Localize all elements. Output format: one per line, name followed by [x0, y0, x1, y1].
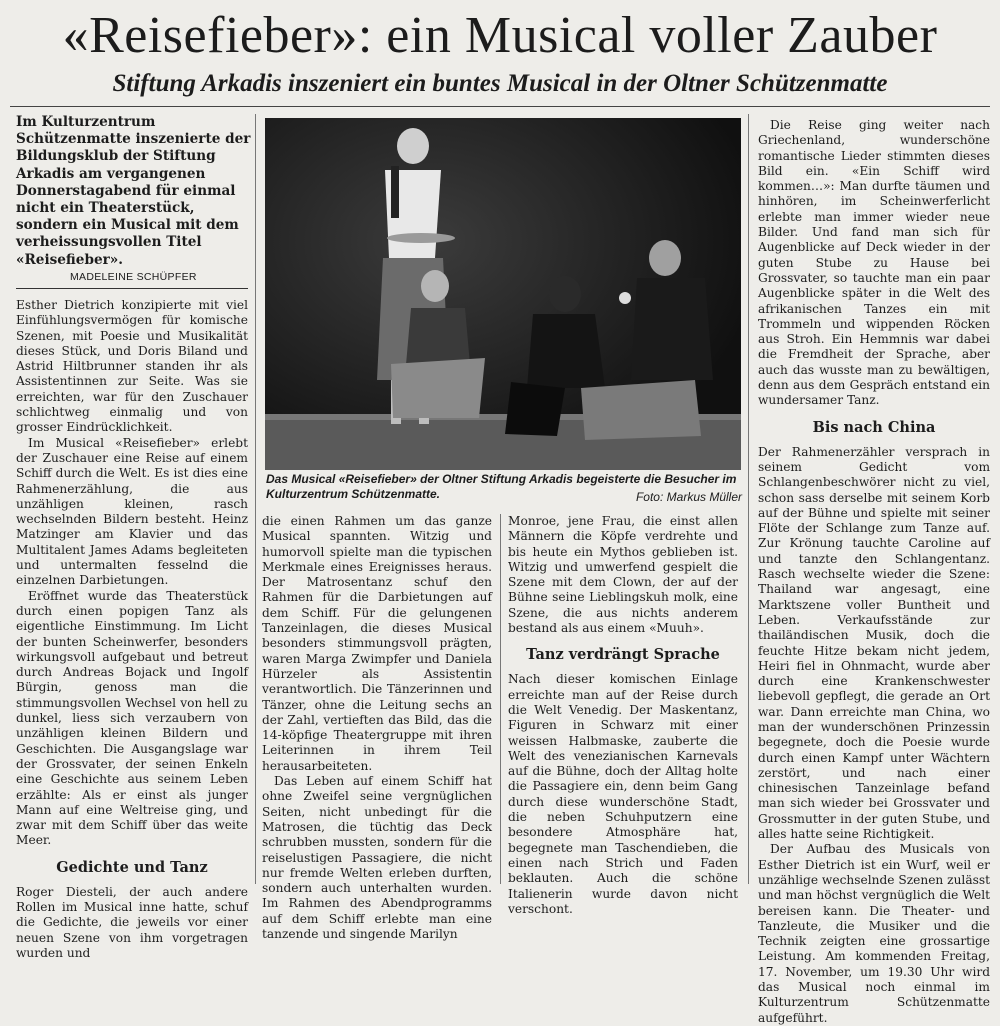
- byline-rule: [16, 288, 248, 289]
- photo-caption: Das Musical «Reisefieber» der Oltner Stiftung Arkadis begeisterte die Besucher im Kulturzentrum Schützenmatte.: [266, 472, 737, 501]
- column-1: [16, 298, 248, 961]
- column-4-paragraph: Der Aufbau des Musicals von Esther Dietrich ist ein Wurf, weil er unzählige wechselnde Szenen zulässt und man höchst vergnüglich die Welt bereisen kann. Die Theater- und Tanzleute, die Musiker und die Technik zeigten eine grossartige Leistung. Am kommenden Freitag, 17. November, um 19.30 Uhr wird das Musical noch einmal im Kulturzentrum Schützenmatte aufgeführt.: [758, 842, 990, 1025]
- subheadline: Stiftung Arkadis inszeniert ein buntes Musical in der Oltner Schützenmatte: [112, 70, 888, 97]
- lead-paragraph: Im Kulturzentrum Schützenmatte inszenierte der Bildungsklub der Stiftung Arkadis am vergangenen Donnerstagabend für einmal nicht ein Theaterstück, sondern ein Musical mit dem verheissungsvollen Titel «Reisefieber».: [16, 114, 251, 268]
- column-4: [758, 118, 990, 1026]
- column-divider: [748, 114, 749, 884]
- column-3: [508, 514, 738, 917]
- column-2-paragraph: Das Leben auf einem Schiff hat ohne Zweifel seine vergnüglichen Seiten, nicht unbedingt für die Matrosen, die tüchtig das Deck schrubben mussten, sondern für die reiselustigen Passagiere, die nicht nur fremde Welten erleben durften, sondern auch unterhalten wurden. Im Rahmen des Abendprogramms auf dem Schiff erlebte man eine tanzende und singende Marilyn: [262, 774, 492, 942]
- column-1-paragraph: Im Musical «Reisefieber» erlebt der Zuschauer eine Reise auf einem Schiff durch die Welt. Es ist dies eine Rahmenerzählung, die aus unzähligen kleinen, rasch wechselnden Bildern besteht. Heinz Matzinger am Klavier und das Multitalent James Adams begleiteten und untermalten fesselnd die einzelnen Darbietungen.: [16, 435, 248, 588]
- author-byline: MADELEINE SCHÜPFER: [70, 271, 197, 283]
- header-rule: [10, 106, 990, 107]
- column-2-paragraph: die einen Rahmen um das ganze Musical spannten. Witzig und humorvoll spielte man die typischen Merkmale eines Ereignisses heraus. Der Matrosentanz schuf den Rahmen für die Darbietungen auf dem Schiff. Für die gelungenen Tanzeinlagen, die dieses Musical besonders stimmungsvoll prägten, waren Marga Zwimpfer und Daniela Hürzeler als Assistentin verantwortlich. Die Tänzerinnen und Tänzer, ohne die Leitung sechs an der Zahl, vertieften das Bild, das die 14-köpfige Theatergruppe mit ihren Leiterinnen in ihrem Teil herausarbeiteten.: [262, 514, 492, 773]
- subheading-tanz: Tanz verdrängt Sprache: [526, 646, 720, 664]
- column-4-paragraph: Die Reise ging weiter nach Griechenland, wunderschöne romantische Lieder stimmten dieses Bild ein. «Ein Schiff wird kommen…»: Man durfte täumen und hinhören, im Scheinwerferlicht erlebte man immer wieder neue Bilder. Und fand man sich für Augenblicke auf Deck wieder in der guten Stube zu Hause bei Grossvater, so tauchte man ein paar Augenblicke später in die Welt des afrikanischen Tanzes ein mit Trommeln und wippenden Röcken aus Stroh. Ein Hemmnis war dabei die Fremdheit der Sprache, aber auch das wusste man zu bewältigen, denn aus dem Gespräch entstand ein wundersamer Tanz.: [758, 118, 990, 408]
- column-2: [262, 514, 492, 942]
- subheading-china: Bis nach China: [812, 418, 936, 436]
- column-1-paragraph: Esther Dietrich konzipierte mit viel Einfühlungsvermögen für komische Szenen, mit Poesie und Musikalität dieses Stück, und Doris Biland und Astrid Hiltbrunner standen ihr als Assistentinnen zur Seite. Was sie erreichten, war für den Zuschauer schlichtweg einmalig und von grosser Eindrücklichkeit.: [16, 298, 248, 435]
- column-4-paragraph: Der Rahmenerzähler versprach in seinem Gedicht vom Schlangenbeschwörer nicht zu viel, schon sass derselbe mit seinem Korb auf der Bühne und spielte mit seiner Flöte der Schlange zum Tanze auf. Zur Krönung tauchte Caroline auf und tanzte den Schlangentanz. Rasch wechselte wieder die Szene: Thailand war angesagt, eine Marktszene voller Buntheit und Leben. Verkaufsstände zur thailändischen Musik, doch die feuchte Hitze bekam nicht jedem, Heiri fiel in Ohnmacht, wurde aber durch eine Krankenschwester liebevoll gepflegt, die gerade an Ort war. Dann erreichte man China, wo man der wunderschönen Prinzessin begegnete, doch die Poesie wurde durch einen Kampf unter Wächtern zerstört, und nach einer chinesischen Tanzeinlage befand man sich wieder bei Grossvater und Grossmutter in der guten Stube, und alles hatte seine Richtigkeit.: [758, 444, 990, 842]
- stage-photo-illustration: [265, 118, 741, 470]
- column-3-paragraph: Nach dieser komischen Einlage erreichte man auf der Reise durch die Welt Venedig. Der Maskentanz, Figuren in Schwarz mit einer weissen Halbmaske, zauberte die Welt des venezianischen Karnevals auf die Bühne, doch der Alltag holte die Passagiere ein, denn beim Gang durch diese wunderschöne Stadt, die neben Schuhputzern eine besondere Atmosphäre hat, begegnete man Taschendieben, die einen nach Strich und Faden beklauten. Auch die schöne Italienerin wurde davon nicht verschont.: [508, 672, 738, 916]
- column-1-paragraph: Eröffnet wurde das Theaterstück durch einen popigen Tanz als eigentliche Einstimmung. Im Licht der bunten Scheinwerfer, besonders wirkungsvoll aufgebaut und betreut durch Andreas Bojack und Ingolf Bürgin, genoss man die stimmungsvollen Wechsel von hell zu dunkel, liess sich verzaubern von unzähligen kleinen Bildern und Geschichten. Die Ausgangslage war der Grossvater, der seinen Enkeln eine Geschichte aus seinem Leben erzählte: Als er einst als junger Mann auf eine Weltreise ging, und zwar mit dem Schiff über das weite Meer.: [16, 588, 248, 848]
- subheading-gedichte: Gedichte und Tanz: [56, 858, 208, 876]
- column-divider: [255, 114, 256, 884]
- stage-photo: [265, 118, 741, 470]
- column-divider: [500, 514, 501, 884]
- column-3-paragraph: Monroe, jene Frau, die einst allen Männern die Köpfe verdrehte und bis heute ein Mythos geblieben ist. Witzig und umwerfend gespielt die Szene mit dem Clown, der auf der Bühne seine Lieblingskuh molk, eine Szene, die aus nichts anderem bestand als aus einem «Muuh».: [508, 514, 738, 636]
- photo-credit: Foto: Markus Müller: [635, 490, 742, 504]
- column-1-paragraph: Roger Diesteli, der auch andere Rollen im Musical inne hatte, schuf die Gedichte, die jeweils vor einer neuen Szene von ihm vorgetragen wurden und: [16, 884, 248, 960]
- headline: «Reisefieber»: ein Musical voller Zauber: [62, 7, 938, 64]
